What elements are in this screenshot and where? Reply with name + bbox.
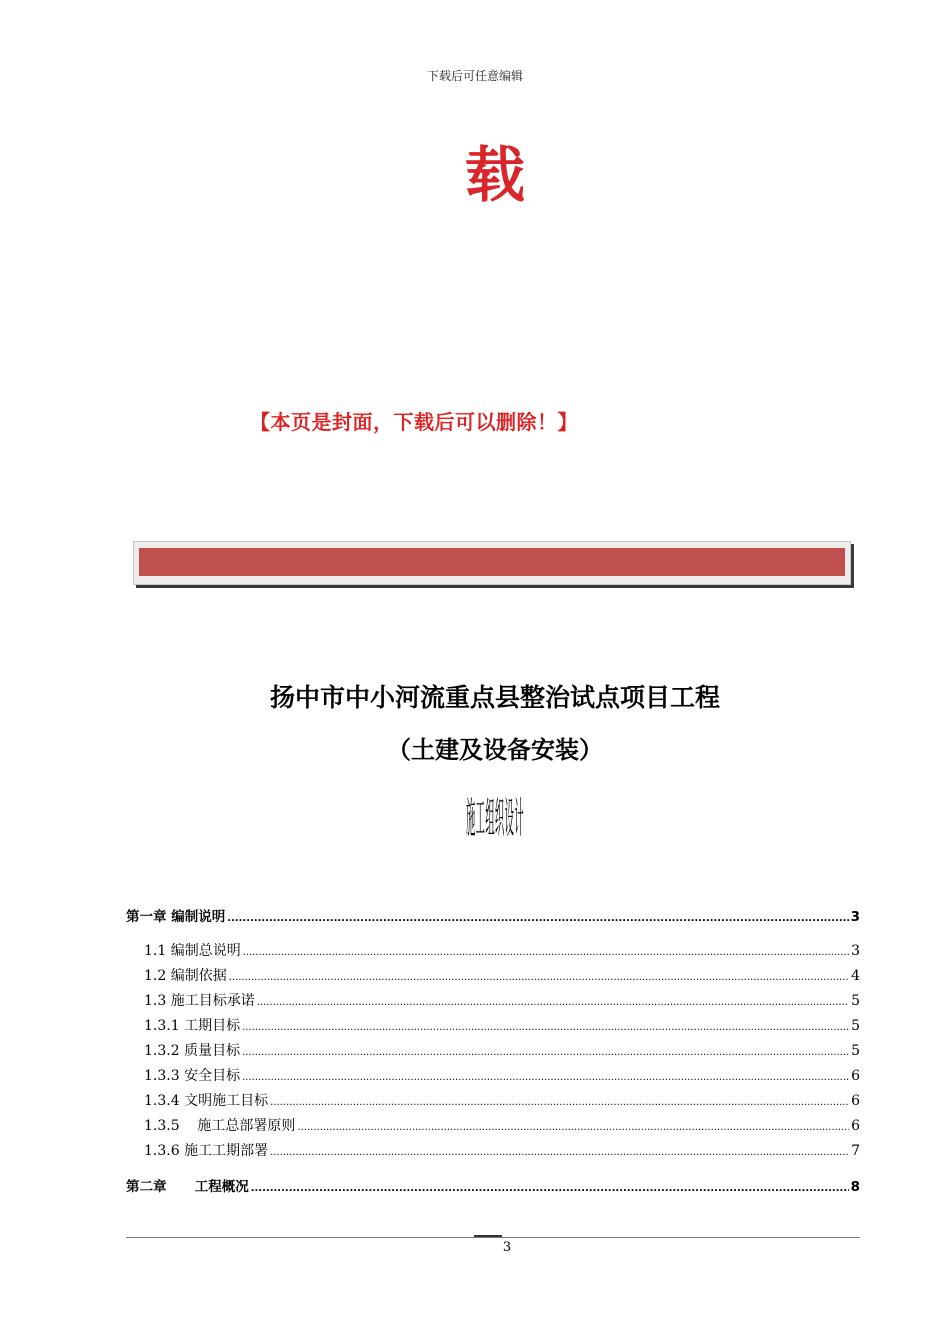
toc-leader-dots bbox=[242, 1018, 849, 1034]
toc-leader-dots bbox=[270, 1093, 849, 1109]
toc-leader-dots bbox=[227, 909, 848, 925]
toc-chapter-label: 第一章 编制说明 bbox=[126, 909, 226, 925]
header-note: 下载后可任意编辑 bbox=[426, 69, 523, 83]
toc-page-number: 6 bbox=[851, 1068, 860, 1084]
toc-chapter-label: 第二章 工程概况 bbox=[126, 1179, 249, 1195]
document-subtitle: （土建及设备安装） bbox=[387, 736, 603, 764]
toc-item-label: 1.2 编制依据 bbox=[144, 968, 227, 984]
toc-leader-dots bbox=[251, 1179, 849, 1195]
toc-item[interactable] bbox=[126, 1090, 860, 1115]
toc-item[interactable] bbox=[126, 1015, 860, 1040]
toc-item[interactable] bbox=[126, 965, 860, 990]
toc-page-number: 5 bbox=[851, 1043, 860, 1059]
toc-leader-dots bbox=[242, 1068, 849, 1084]
toc-page-number: 6 bbox=[851, 1093, 860, 1109]
toc-item-label: 1.3 施工目标承诺 bbox=[144, 993, 255, 1009]
page-number: 3 bbox=[502, 1240, 512, 1255]
toc-item-label: 1.3.3 安全目标 bbox=[144, 1068, 241, 1084]
footer-divider-mark bbox=[474, 1235, 502, 1237]
toc-item[interactable] bbox=[126, 1065, 860, 1090]
toc-item-label: 1.3.4 文明施工目标 bbox=[144, 1093, 269, 1109]
toc-page-number: 5 bbox=[851, 993, 860, 1009]
toc-page-number: 3 bbox=[850, 909, 860, 925]
toc-page-number: 7 bbox=[851, 1143, 860, 1159]
toc-chapter-2[interactable] bbox=[126, 1175, 860, 1200]
toc-item-label: 1.3.5 施工总部署原则 bbox=[144, 1118, 296, 1134]
toc-leader-dots bbox=[242, 1043, 849, 1059]
toc-leader-dots bbox=[270, 1143, 849, 1159]
toc-item[interactable] bbox=[126, 1115, 860, 1140]
toc-page-number: 8 bbox=[850, 1179, 860, 1195]
toc-item[interactable] bbox=[126, 940, 860, 965]
toc-leader-dots bbox=[243, 943, 849, 959]
toc-page-number: 3 bbox=[851, 943, 860, 959]
table-of-contents bbox=[126, 905, 860, 1200]
toc-item[interactable] bbox=[126, 990, 860, 1015]
toc-page-number: 4 bbox=[851, 968, 860, 984]
toc-item-label: 1.3.1 工期目标 bbox=[144, 1018, 241, 1034]
toc-item[interactable] bbox=[126, 1140, 860, 1165]
toc-chapter-1[interactable] bbox=[126, 905, 860, 930]
cover-large-character: 载 bbox=[465, 141, 525, 211]
document-title: 扬中市中小河流重点县整治试点项目工程 bbox=[269, 683, 720, 712]
document-type-title: 施工组织设计 bbox=[466, 796, 524, 844]
toc-page-number: 6 bbox=[851, 1118, 860, 1134]
toc-leader-dots bbox=[257, 993, 849, 1009]
toc-item-label: 1.3.6 施工工期部署 bbox=[144, 1143, 269, 1159]
toc-leader-dots bbox=[297, 1118, 849, 1134]
banner-bar bbox=[139, 548, 845, 576]
toc-item-label: 1.3.2 质量目标 bbox=[144, 1043, 241, 1059]
toc-page-number: 5 bbox=[851, 1018, 860, 1034]
toc-leader-dots bbox=[229, 968, 849, 984]
toc-item-label: 1.1 编制总说明 bbox=[144, 943, 241, 959]
footer-divider bbox=[126, 1237, 860, 1238]
cover-delete-note: 【本页是封面，下载后可以删除！】 bbox=[250, 410, 578, 434]
toc-item[interactable] bbox=[126, 1040, 860, 1065]
